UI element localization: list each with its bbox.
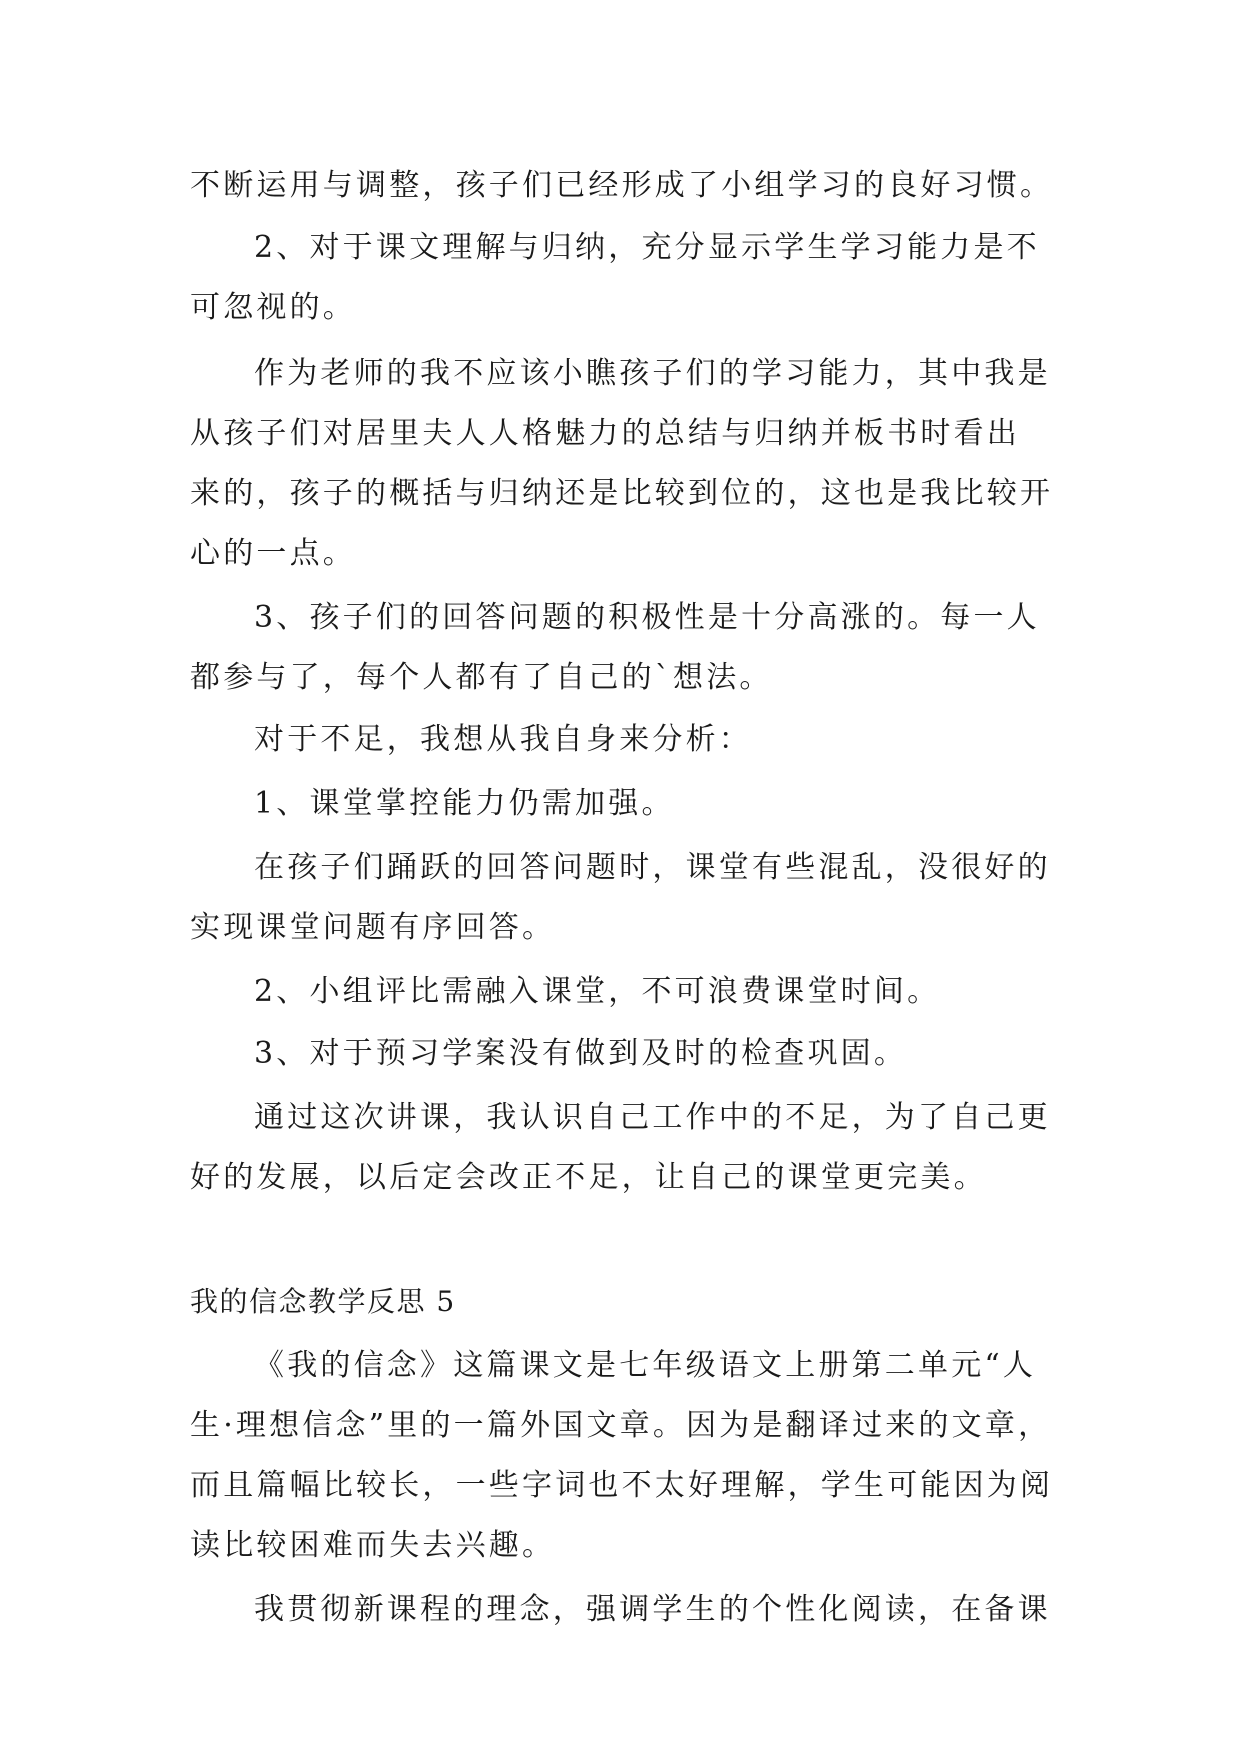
text-line: 读比较困难而失去兴趣。 xyxy=(190,1528,556,1563)
text-line: 1、课堂掌控能力仍需加强。 xyxy=(254,786,675,821)
text-line: 可忽视的。 xyxy=(190,290,356,325)
text-line: 心的一点。 xyxy=(190,536,356,571)
text-line: 对于不足，我想从我自身来分析： xyxy=(254,722,752,757)
text-line: 我贯彻新课程的理念，强调学生的个性化阅读，在备课 xyxy=(254,1592,1051,1627)
text-line: 3、对于预习学案没有做到及时的检查巩固。 xyxy=(254,1036,908,1071)
text-line: 好的发展，以后定会改正不足，让自己的课堂更完美。 xyxy=(190,1160,987,1195)
text-line: 来的，孩子的概括与归纳还是比较到位的，这也是我比较开 xyxy=(190,476,1054,511)
text-line: 而且篇幅比较长，一些字词也不太好理解，学生可能因为阅 xyxy=(190,1468,1054,1503)
text-line: 通过这次讲课，我认识自己工作中的不足，为了自己更 xyxy=(254,1100,1051,1135)
text-line: 2、小组评比需融入课堂，不可浪费课堂时间。 xyxy=(254,974,941,1009)
text-line: 2、对于课文理解与归纳，充分显示学生学习能力是不 xyxy=(254,230,1040,265)
text-line: 作为老师的我不应该小瞧孩子们的学习能力，其中我是 xyxy=(254,356,1051,391)
text-line: 《我的信念》这篇课文是七年级语文上册第二单元“人 xyxy=(254,1348,1037,1383)
text-line: 都参与了，每个人都有了自己的`想法。 xyxy=(190,660,773,695)
text-line: 从孩子们对居里夫人人格魅力的总结与归纳并板书时看出 xyxy=(190,416,1020,451)
section-heading: 我的信念教学反思 5 xyxy=(190,1285,456,1318)
text-line: 实现课堂问题有序回答。 xyxy=(190,910,556,945)
text-line: 3、孩子们的回答问题的积极性是十分高涨的。每一人 xyxy=(254,600,1040,635)
text-line: 不断运用与调整，孩子们已经形成了小组学习的良好习惯。 xyxy=(190,168,1054,203)
text-line: 生·理想信念”里的一篇外国文章。因为是翻译过来的文章， xyxy=(190,1408,1052,1443)
text-line: 在孩子们踊跃的回答问题时，课堂有些混乱，没很好的 xyxy=(254,850,1051,885)
